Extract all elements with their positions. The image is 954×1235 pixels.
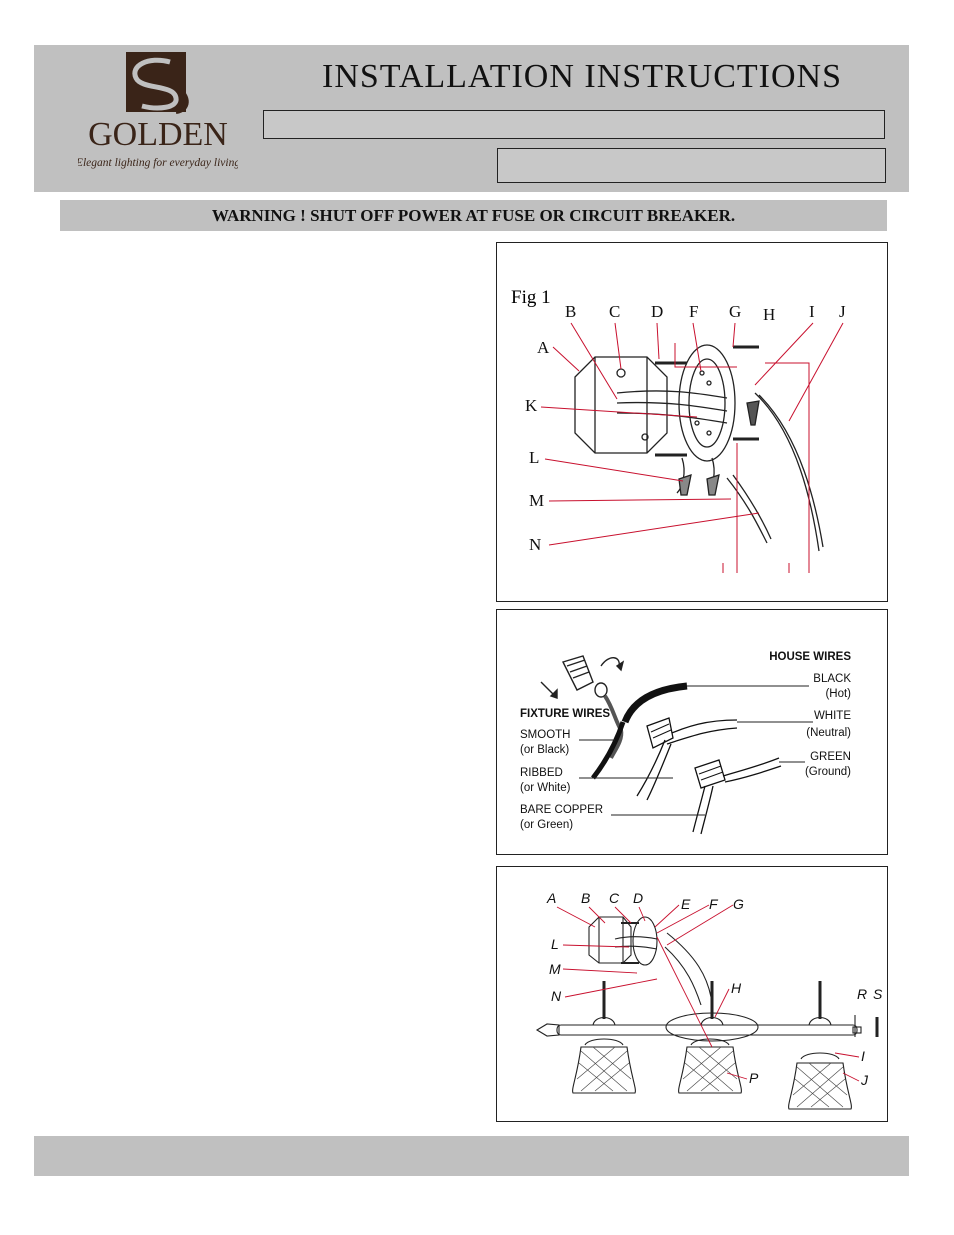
fig3-label-m: M [549,961,561,977]
ribbed-label: RIBBED [520,767,563,779]
fig1-label-a: A [537,338,550,357]
fig1-leader-lines [541,323,843,573]
footer-band [34,1136,909,1176]
fig3-label-d: D [633,890,644,906]
item-number-field [497,148,886,183]
fig2-wires [593,686,781,834]
fig3-label-s: S [873,986,883,1002]
fixture-wires-title: FIXTURE WIRES [520,708,611,720]
junction-box-drawing [575,345,823,551]
fig1-label-h: H [763,305,776,324]
ground-label: (Ground) [804,766,851,778]
fig3-label-p: P [749,1070,759,1086]
fig3-label-h: H [731,980,742,996]
or-white-label: (or White) [520,782,571,794]
logo-tagline: Elegant lighting for everyday living [78,157,238,169]
golden-logo [78,48,238,180]
fig3-label-n: N [551,988,562,1004]
house-wires-title: HOUSE WIRES [769,651,851,663]
smooth-label: SMOOTH [520,729,571,741]
fig3-label-b: B [581,890,591,906]
fig1-label-i: I [809,302,815,321]
green-label: GREEN [810,751,851,763]
fig3-label-c: C [609,890,620,906]
fig3-label-l: L [551,936,559,952]
black-label: BLACK [813,673,851,685]
fig1-label-c: C [609,302,621,321]
logo-brand: GOLDEN [88,116,228,153]
fig3-label-g: G [733,896,744,912]
figure-1-caption: Fig 1 [511,287,551,308]
bare-copper-label: BARE COPPER [520,804,604,816]
or-green-label: (or Green) [520,819,574,831]
fig1-label-g: G [729,302,742,321]
fig1-label-l: L [529,448,540,467]
or-black-label: (or Black) [520,744,570,756]
hot-label: (Hot) [825,688,851,700]
white-label: WHITE [813,710,851,722]
figure-1-mounting-diagram [496,242,888,602]
fig1-label-m: M [529,491,545,510]
fig1-label-b: B [565,302,577,321]
fig3-label-j: J [861,1072,868,1088]
fig3-label-i: I [861,1048,865,1064]
wire-nut-icon [541,656,623,758]
warning-text: WARNING ! SHUT OFF POWER AT FUSE OR CIRCUIT BREAKER. [211,205,736,225]
figure-3-fixture-assembly [496,866,888,1122]
fig1-label-n: N [529,535,542,554]
fig3-label-a: A [547,890,557,906]
fig3-label-e: E [681,896,691,912]
fig1-label-j: J [839,302,846,321]
model-number-field [263,110,885,139]
fig1-label-f: F [689,302,699,321]
document-title: INSTALLATION INSTRUCTIONS [322,58,842,95]
fig1-label-k: K [525,396,538,415]
neutral-label: (Neutral) [806,727,851,739]
fig3-label-f: F [709,896,718,912]
fig1-label-d: D [651,302,664,321]
warning-bar [60,200,887,231]
figure-2-wire-connection [496,609,888,855]
shade-pattern [577,1047,847,1107]
fig3-label-r: R [857,986,868,1002]
